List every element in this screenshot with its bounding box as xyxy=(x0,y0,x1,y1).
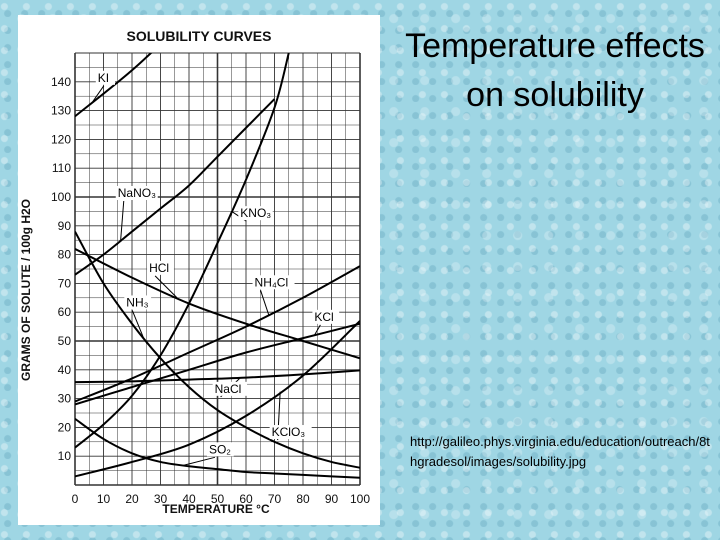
x-tick-label: 50 xyxy=(210,492,225,506)
series-label-so2: SO₂ xyxy=(208,442,231,457)
y-tick-label: 110 xyxy=(51,161,71,176)
chart-series-labels xyxy=(92,71,339,466)
y-tick-label: 100 xyxy=(50,190,71,204)
series-label-kcl: KCl xyxy=(314,309,334,324)
series-label-nh4cl: NH₄Cl xyxy=(254,275,289,290)
y-tick-label: 120 xyxy=(50,132,71,147)
y-tick-label: 40 xyxy=(57,362,71,377)
series-label-kclo3: KClO₃ xyxy=(271,425,306,440)
slide-title: Temperature effects on solubility xyxy=(405,27,705,114)
x-tick-label: 30 xyxy=(153,492,168,506)
series-label-nano3: NaNO₃ xyxy=(117,186,156,200)
solubility-chart xyxy=(18,15,380,525)
y-tick-label: 10 xyxy=(57,449,71,464)
x-tick-label: 40 xyxy=(182,492,196,506)
y-tick-label: 50 xyxy=(57,334,71,348)
series-label-nh3: NH₃ xyxy=(126,295,149,310)
chart-grid xyxy=(75,53,360,485)
x-tick-label: 60 xyxy=(239,492,253,506)
y-axis-label: GRAMS OF SOLUTE / 100g H2O xyxy=(19,198,33,382)
x-tick-label: 80 xyxy=(296,492,310,506)
y-tick-label: 70 xyxy=(57,276,71,291)
y-tick-label: 90 xyxy=(57,218,71,233)
leader-so2 xyxy=(183,457,215,465)
series-label-hcl: HCl xyxy=(149,260,170,275)
leader-nano3 xyxy=(121,201,124,241)
y-tick-label: 80 xyxy=(57,247,71,262)
y-tick-label: 60 xyxy=(57,305,71,320)
leader-hcl xyxy=(155,276,178,298)
solubility-chart-svg xyxy=(18,15,380,525)
x-tick-label: 70 xyxy=(267,492,282,506)
x-tick-label: 10 xyxy=(96,492,111,506)
series-label-ki: KI xyxy=(97,70,110,85)
leader-nh3 xyxy=(132,310,143,337)
series-label-kno3: KNO₃ xyxy=(240,206,272,221)
chart-title: SOLUBILITY CURVES xyxy=(126,28,272,44)
x-axis-label: TEMPERATURE °C xyxy=(162,502,270,516)
series-label-nacl: NaCl xyxy=(214,381,242,396)
x-tick-label: 90 xyxy=(324,492,339,506)
leader-nh4cl xyxy=(261,290,269,315)
y-tick-label: 20 xyxy=(57,420,71,435)
x-tick-label: 100 xyxy=(349,492,371,506)
source-url: http://galileo.phys.virginia.edu/education/outreach/8thgradesol/images/solubility.jpg xyxy=(410,434,710,469)
y-tick-label: 140 xyxy=(50,74,71,89)
x-tick-label: 20 xyxy=(125,492,139,506)
y-tick-label: 30 xyxy=(57,391,71,406)
x-tick-label: 0 xyxy=(71,492,79,506)
y-tick-label: 130 xyxy=(50,103,71,118)
